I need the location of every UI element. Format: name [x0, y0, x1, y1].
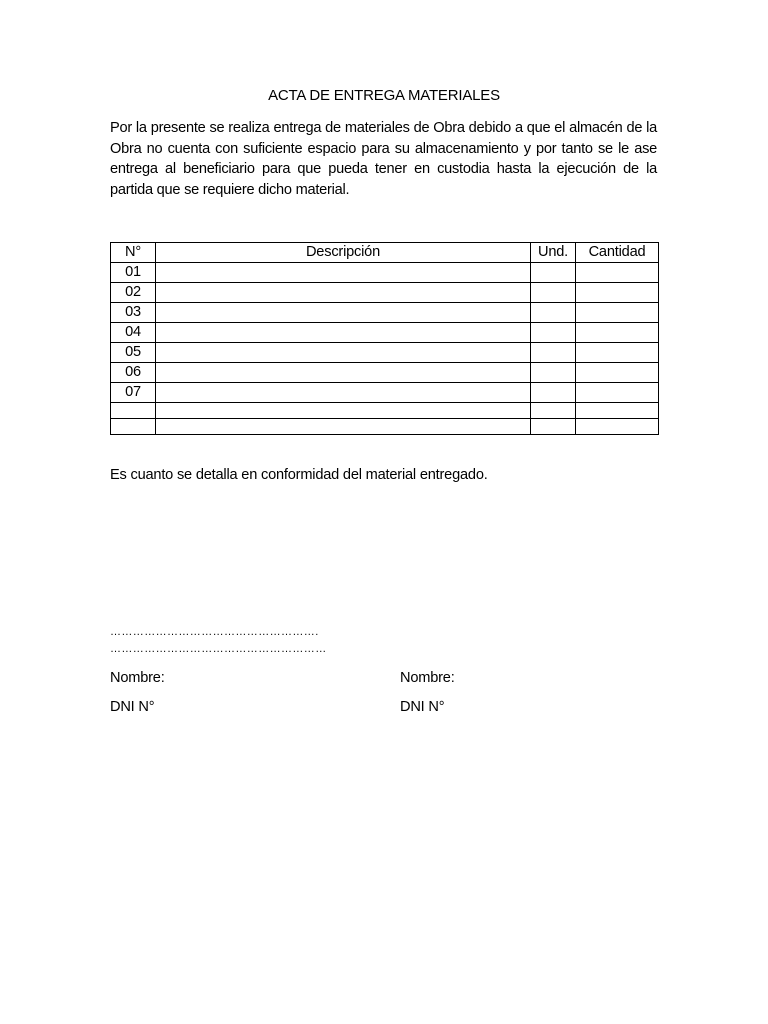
row-quantity: [576, 419, 659, 435]
intro-paragraph: Por la presente se realiza entrega de materiales de Obra debido a que el almacén de la Obra no cuenta con suficiente espacio para su almacenamiento y por tanto se le ase entrega al beneficiario para que pueda tener en custodia hasta la ejecución de la partida que se requiere dicho material.: [110, 120, 657, 198]
row-number: 06: [111, 363, 156, 383]
header-description: Descripción: [156, 243, 531, 263]
row-unit: [531, 403, 576, 419]
table-row: [111, 283, 659, 303]
row-number: 01: [111, 263, 156, 283]
row-quantity: [576, 323, 659, 343]
row-unit: [531, 363, 576, 383]
row-number: [111, 403, 156, 419]
row-description: [156, 363, 531, 383]
row-quantity: [576, 263, 659, 283]
left-name-label: Nombre:: [110, 670, 165, 686]
table-row: [111, 419, 659, 435]
document-title: ACTA DE ENTREGA MATERIALES: [268, 87, 500, 104]
row-quantity: [576, 403, 659, 419]
row-quantity: [576, 383, 659, 403]
row-description: [156, 303, 531, 323]
header-unit: Und.: [531, 243, 576, 263]
row-unit: [531, 283, 576, 303]
table-row: [111, 363, 659, 383]
row-number: 04: [111, 323, 156, 343]
table-row: [111, 383, 659, 403]
row-description: [156, 383, 531, 403]
row-description: [156, 403, 531, 419]
row-unit: [531, 383, 576, 403]
row-unit: [531, 419, 576, 435]
row-description: [156, 323, 531, 343]
row-number: 05: [111, 343, 156, 363]
row-number: 02: [111, 283, 156, 303]
row-number: 07: [111, 383, 156, 403]
row-unit: [531, 323, 576, 343]
row-description: [156, 419, 531, 435]
row-quantity: [576, 363, 659, 383]
right-name-label: Nombre:: [400, 670, 455, 686]
row-unit: [531, 343, 576, 363]
table-row: [111, 343, 659, 363]
table-row: [111, 303, 659, 323]
header-quantity: Cantidad: [576, 243, 659, 263]
left-dni-label: DNI N°: [110, 699, 155, 715]
row-unit: [531, 303, 576, 323]
materials-table: [110, 242, 659, 435]
table-row: [111, 323, 659, 343]
row-number: 03: [111, 303, 156, 323]
table-row: [111, 403, 659, 419]
signature-line-2: …………………………………………………: [110, 643, 327, 655]
row-quantity: [576, 343, 659, 363]
row-unit: [531, 263, 576, 283]
right-dni-label: DNI N°: [400, 699, 445, 715]
row-quantity: [576, 303, 659, 323]
row-description: [156, 283, 531, 303]
table-header-row: [111, 243, 659, 263]
row-description: [156, 263, 531, 283]
row-quantity: [576, 283, 659, 303]
closing-statement: Es cuanto se detalla en conformidad del material entregado.: [110, 467, 488, 483]
row-description: [156, 343, 531, 363]
row-number: [111, 419, 156, 435]
header-number: N°: [111, 243, 156, 263]
signature-line-1: ……………………………………………….: [110, 626, 319, 638]
table-row: [111, 263, 659, 283]
